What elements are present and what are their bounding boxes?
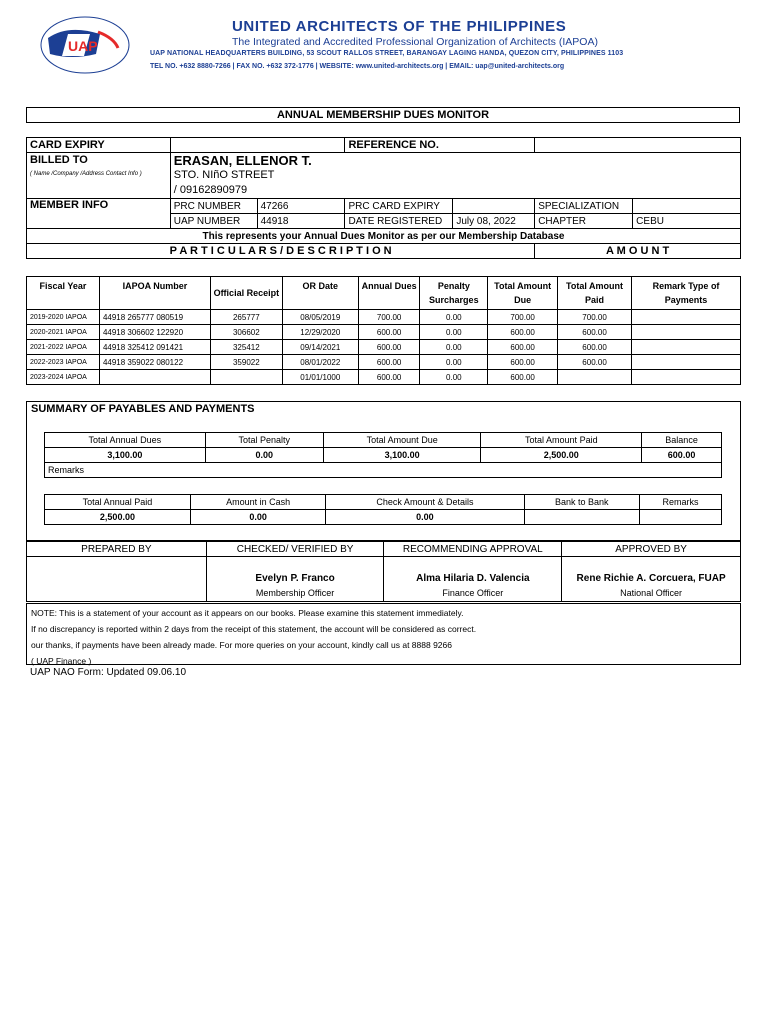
total-penalty-label: Total Penalty bbox=[205, 433, 323, 448]
billed-to-label: BILLED TO bbox=[30, 154, 88, 166]
amount-in-cash-value: 0.00 bbox=[190, 510, 325, 525]
org-address: UAP NATIONAL HEADQUARTERS BUILDING, 53 SCOUT RALLOS STREET, BARANGAY LAGING HANDA, QUEZON CITY, PHILIPPINES 1103 bbox=[150, 50, 624, 57]
dues-cell: 2019-2020 IAPOA bbox=[27, 310, 100, 325]
checker-cell bbox=[206, 557, 384, 602]
payments-remarks-label: Remarks bbox=[639, 495, 721, 510]
org-subtitle: The Integrated and Accredited Professional Organization of Architects (IAPOA) bbox=[232, 36, 598, 48]
svg-text:UAP: UAP bbox=[68, 38, 98, 54]
balance-value: 600.00 bbox=[642, 448, 722, 463]
check-amount-value: 0.00 bbox=[326, 510, 524, 525]
billed-to-details bbox=[170, 153, 740, 199]
dues-cell: 2020-2021 IAPOA bbox=[27, 325, 100, 340]
document-title: ANNUAL MEMBERSHIP DUES MONITOR bbox=[26, 107, 740, 123]
reference-value bbox=[535, 138, 741, 153]
check-amount-label: Check Amount & Details bbox=[326, 495, 524, 510]
dues-cell: 700.00 bbox=[358, 310, 420, 325]
recommender-title: Finance Officer bbox=[442, 588, 504, 598]
dues-cell: 2022-2023 IAPOA bbox=[27, 355, 100, 370]
col-total-due: Total Amount Due bbox=[488, 277, 558, 310]
dues-cell bbox=[210, 370, 282, 385]
dues-cell bbox=[632, 370, 741, 385]
dues-cell: 600.00 bbox=[488, 355, 558, 370]
approvals-table bbox=[26, 541, 741, 602]
note-line: If no discrepancy is reported within 2 days from the receipt of this statement, the account will be considered as correct. bbox=[31, 624, 477, 634]
checker-title: Membership Officer bbox=[255, 588, 335, 598]
member-name: ERASAN, ELLENOR T. bbox=[173, 153, 312, 168]
prepared-by-label: PREPARED BY bbox=[27, 542, 207, 557]
checker-name: Evelyn P. Franco bbox=[255, 573, 335, 584]
total-annual-paid-label: Total Annual Paid bbox=[45, 495, 191, 510]
date-registered-value: July 08, 2022 bbox=[453, 214, 535, 229]
dues-cell: 08/01/2022 bbox=[282, 355, 358, 370]
reference-label: REFERENCE NO. bbox=[345, 138, 535, 153]
dues-cell: 0.00 bbox=[420, 325, 488, 340]
particulars-header: P A R T I C U L A R S / D E S C R I P T I O N bbox=[27, 244, 535, 259]
member-info-table bbox=[26, 137, 741, 259]
dues-cell bbox=[632, 310, 741, 325]
dues-cell: 600.00 bbox=[358, 355, 420, 370]
approver-cell bbox=[562, 557, 741, 602]
dues-cell: 44918 306602 122920 bbox=[99, 325, 210, 340]
summary-title: SUMMARY OF PAYABLES AND PAYMENTS bbox=[31, 403, 255, 415]
note-line: ( UAP Finance ) bbox=[31, 656, 92, 666]
dues-cell: 359022 bbox=[210, 355, 282, 370]
dues-cell: 0.00 bbox=[420, 310, 488, 325]
recommending-label: RECOMMENDING APPROVAL bbox=[384, 542, 562, 557]
col-total-paid: Total Amount Paid bbox=[558, 277, 632, 310]
dues-cell bbox=[632, 340, 741, 355]
total-amount-due-value: 3,100.00 bbox=[323, 448, 481, 463]
dues-table bbox=[26, 276, 741, 385]
dues-cell: 306602 bbox=[210, 325, 282, 340]
statement-note: This represents your Annual Dues Monitor as per our Membership Database bbox=[27, 229, 741, 244]
table-row bbox=[27, 355, 741, 370]
org-name: UNITED ARCHITECTS OF THE PHILIPPINES bbox=[232, 18, 567, 35]
member-phone: / 09162890979 bbox=[173, 184, 248, 196]
uap-number-label: UAP NUMBER bbox=[170, 214, 257, 229]
dues-cell: 600.00 bbox=[358, 370, 420, 385]
recommender-name: Alma Hilaria D. Valencia bbox=[416, 573, 530, 584]
dues-cell: 325412 bbox=[210, 340, 282, 355]
dues-cell: 600.00 bbox=[558, 325, 632, 340]
uap-number-value: 44918 bbox=[257, 214, 345, 229]
col-or-date: OR Date bbox=[282, 277, 358, 310]
checked-by-label: CHECKED/ VERIFIED BY bbox=[206, 542, 384, 557]
specialization-label: SPECIALIZATION bbox=[535, 199, 633, 214]
dues-cell bbox=[632, 355, 741, 370]
uap-logo bbox=[38, 14, 132, 76]
total-annual-dues-value: 3,100.00 bbox=[45, 448, 206, 463]
dues-cell: 44918 325412 091421 bbox=[99, 340, 210, 355]
billed-to-cell bbox=[27, 153, 171, 199]
dues-header-row bbox=[27, 277, 741, 310]
total-amount-due-label: Total Amount Due bbox=[323, 433, 481, 448]
dues-cell: 2023-2024 IAPOA bbox=[27, 370, 100, 385]
table-row bbox=[27, 340, 741, 355]
dues-cell: 0.00 bbox=[420, 370, 488, 385]
note-line: our thanks, if payments have been already made. For more queries on your account, kindly call us at 8888 9266 bbox=[31, 640, 452, 650]
dues-cell bbox=[99, 370, 210, 385]
chapter-label: CHAPTER bbox=[535, 214, 633, 229]
recommender-cell bbox=[384, 557, 562, 602]
member-info-label: MEMBER INFO bbox=[27, 199, 171, 229]
prepared-by-signature bbox=[27, 557, 207, 602]
billed-to-note: ( Name /Company /Address Contact Info ) bbox=[30, 171, 142, 177]
balance-label: Balance bbox=[642, 433, 722, 448]
chapter-value: CEBU bbox=[633, 214, 741, 229]
dues-cell: 12/29/2020 bbox=[282, 325, 358, 340]
col-annual-dues: Annual Dues bbox=[358, 277, 420, 310]
dues-cell: 600.00 bbox=[488, 370, 558, 385]
bank-to-bank-label: Bank to Bank bbox=[524, 495, 639, 510]
notes-section bbox=[26, 603, 741, 665]
payments-remarks-value bbox=[639, 510, 721, 525]
amount-header: A M O U N T bbox=[535, 244, 741, 259]
approver-name: Rene Richie A. Corcuera, FUAP bbox=[576, 573, 726, 584]
col-fiscal-year: Fiscal Year bbox=[27, 277, 100, 310]
prc-expiry-value bbox=[453, 199, 535, 214]
form-footer: UAP NAO Form: Updated 09.06.10 bbox=[30, 667, 187, 678]
total-annual-paid-value: 2,500.00 bbox=[45, 510, 191, 525]
card-expiry-value bbox=[170, 138, 345, 153]
approver-title: National Officer bbox=[620, 588, 683, 598]
dues-cell: 2021-2022 IAPOA bbox=[27, 340, 100, 355]
dues-cell: 0.00 bbox=[420, 340, 488, 355]
col-official-receipt: Official Receipt bbox=[210, 277, 282, 310]
col-iapoa-number: IAPOA Number bbox=[99, 277, 210, 310]
total-annual-dues-label: Total Annual Dues bbox=[45, 433, 206, 448]
col-remark: Remark Type of Payments bbox=[632, 277, 741, 310]
dues-cell: 01/01/1000 bbox=[282, 370, 358, 385]
member-street: STO. NIñO STREET bbox=[173, 169, 275, 181]
table-row bbox=[27, 310, 741, 325]
dues-cell: 600.00 bbox=[358, 340, 420, 355]
prc-expiry-label: PRC CARD EXPIRY bbox=[345, 199, 453, 214]
org-contact: TEL NO. +632 8880-7266 | FAX NO. +632 372-1776 | WEBSITE: www.united-architects.org | EMAIL: uap@united-architects.org bbox=[150, 63, 565, 70]
dues-cell: 600.00 bbox=[488, 340, 558, 355]
card-expiry-label: CARD EXPIRY bbox=[27, 138, 171, 153]
dues-cell: 44918 265777 080519 bbox=[99, 310, 210, 325]
dues-cell: 700.00 bbox=[558, 310, 632, 325]
prc-number-value: 47266 bbox=[257, 199, 345, 214]
dues-cell bbox=[632, 325, 741, 340]
prc-number-label: PRC NUMBER bbox=[170, 199, 257, 214]
dues-cell bbox=[558, 370, 632, 385]
dues-cell: 700.00 bbox=[488, 310, 558, 325]
specialization-value bbox=[633, 199, 741, 214]
dues-cell: 0.00 bbox=[420, 355, 488, 370]
amount-in-cash-label: Amount in Cash bbox=[190, 495, 325, 510]
approved-by-label: APPROVED BY bbox=[562, 542, 741, 557]
dues-cell: 08/05/2019 bbox=[282, 310, 358, 325]
dues-cell: 600.00 bbox=[488, 325, 558, 340]
dues-cell: 44918 359022 080122 bbox=[99, 355, 210, 370]
dues-cell: 600.00 bbox=[558, 355, 632, 370]
table-row bbox=[27, 325, 741, 340]
total-amount-paid-label: Total Amount Paid bbox=[481, 433, 642, 448]
dues-cell: 600.00 bbox=[358, 325, 420, 340]
total-amount-paid-value: 2,500.00 bbox=[481, 448, 642, 463]
dues-cell: 600.00 bbox=[558, 340, 632, 355]
remarks-label: Remarks bbox=[45, 463, 722, 478]
dues-cell: 09/14/2021 bbox=[282, 340, 358, 355]
dues-cell: 265777 bbox=[210, 310, 282, 325]
total-penalty-value: 0.00 bbox=[205, 448, 323, 463]
bank-to-bank-value bbox=[524, 510, 639, 525]
table-row bbox=[27, 370, 741, 385]
payables-table bbox=[44, 432, 722, 478]
col-penalty: Penalty Surcharges bbox=[420, 277, 488, 310]
note-line: NOTE: This is a statement of your account as it appears on our books. Please examine this statement immediately. bbox=[31, 608, 464, 618]
date-registered-label: DATE REGISTERED bbox=[345, 214, 453, 229]
payments-table bbox=[44, 494, 722, 525]
